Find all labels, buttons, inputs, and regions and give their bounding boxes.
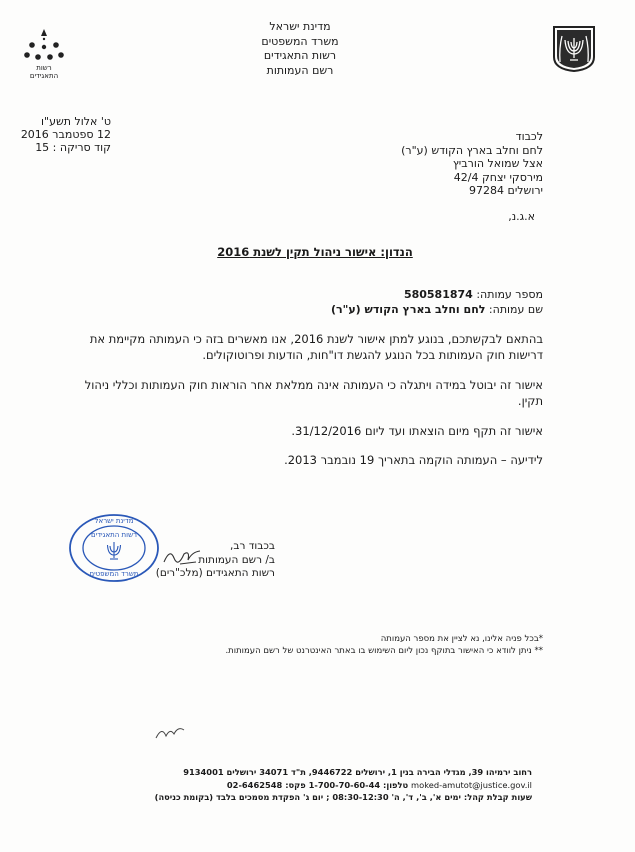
recipient-street: מירסקי יצחק 42/4 bbox=[453, 170, 543, 184]
body-paragraph-revocation: אישור זה יבוטל במידה ויתגלה כי העמותה אינה ממלאת אחר הוראות חוק העמותות וכללי ניהול תקין. bbox=[84, 378, 543, 408]
registration-number-label: מספר עמותה: bbox=[476, 288, 543, 301]
signoff-registrar: ב/ רשם העמותות bbox=[198, 553, 275, 566]
footnote-2: ** ניתן לוודא כי האישור בתוקף נכון ליום השימוש בו באתר האינטרנט של רשם העמותות. bbox=[225, 646, 543, 656]
seal-bottom-text: משרד המשפטים bbox=[89, 570, 139, 578]
body-paragraph-approval: בהתאם לבקשתכם, בנוגע למתן אישור לשנת 2016, אנו מאשרים בזה כי העמותה מקיימת את דרישות חוק העמותות בכל הנוגע להגשת דו"חות, הודעות ופרוטוקולים. bbox=[89, 332, 543, 362]
registration-name-label: שם עמותה: bbox=[488, 303, 543, 316]
footer-address: רחוב ירמיהו 39, מגדלי הבירה בנין 1, ירושלים 9446722, ת"ד 34071 ירושלים 9134001 bbox=[183, 767, 532, 777]
ministry-line-authority: רשות התאגידים bbox=[263, 49, 337, 62]
ministry-line-state: מדינת ישראל bbox=[269, 20, 331, 33]
registration-number-value: 580581874 bbox=[403, 288, 473, 301]
body-paragraph-founding: לידיעה – העמותה הוקמה בתאריך 19 נובמבר 2013. bbox=[284, 453, 543, 467]
footer-signature bbox=[152, 722, 188, 744]
dots-emblem-icon bbox=[18, 26, 70, 64]
recipient-attention: אצל שמואל הורביץ bbox=[452, 157, 543, 170]
logo-text-line-1: רשות bbox=[36, 64, 52, 72]
corporations-authority-logo bbox=[18, 26, 70, 82]
hebrew-date: ט' אלול תשע"ו bbox=[41, 115, 111, 128]
footnotes bbox=[123, 633, 543, 657]
registration-name-value: לחם וחלב בארץ הקודש (ע"ר) bbox=[330, 303, 486, 316]
seal-outer-text: מדינת ישראל bbox=[94, 517, 134, 525]
footer-hours: שעות קבלת קהל: ימים א', ב', ד', ה' 08:30-12:30 ; יום ג' הפקדת מסמכים בלבד (בקומת כניסה) bbox=[154, 792, 532, 802]
footer-contact bbox=[62, 766, 532, 804]
greeting: א.ג.נ, bbox=[508, 210, 535, 223]
registration-number-row bbox=[331, 287, 543, 302]
footer-phones-row bbox=[62, 779, 532, 792]
ministry-line-registrar: רשם העמותות bbox=[266, 63, 334, 77]
subject-line: הנדון: אישור ניהול תקין לשנת 2016 bbox=[217, 245, 413, 259]
logo-text-line-2: התאגידים bbox=[29, 72, 59, 80]
footnote-1: *בכל פניה אלינו, נא לציין את מספר העמותה bbox=[380, 634, 543, 644]
registration-details bbox=[331, 287, 543, 317]
ministry-line-ministry: משרד המשפטים bbox=[261, 34, 339, 48]
ministry-header bbox=[215, 20, 385, 78]
footer-email: moked-amutot@justice.gov.il bbox=[411, 779, 532, 790]
signoff-block bbox=[105, 540, 275, 581]
recipient-salutation: לכבוד bbox=[515, 130, 543, 143]
recipient-org: לחם וחלב בארץ הקודש (ע"ר) bbox=[401, 143, 543, 157]
signoff-authority: רשות התאגידים (מלכ"רים) bbox=[155, 567, 275, 579]
recipient-city: ירושלים 97284 bbox=[469, 184, 543, 197]
registration-name-row bbox=[331, 302, 543, 317]
footer-phones: טלפון: 1-700-70-60-44 פקס: 02-6462548 bbox=[226, 779, 409, 790]
seal-inner-text: רשות התאגידים bbox=[91, 531, 137, 539]
state-emblem-icon bbox=[548, 24, 600, 72]
gregorian-date: 12 ספטמבר 2016 bbox=[20, 128, 111, 141]
scan-code: קוד סריקה : 15 bbox=[35, 141, 111, 154]
date-block bbox=[0, 115, 111, 154]
signoff-regards: בכבוד רב, bbox=[230, 540, 275, 552]
body-paragraph-validity: אישור זה תקף מיום הוצאתו ועד ליום 31/12/2016. bbox=[291, 424, 543, 438]
recipient-address bbox=[343, 130, 543, 198]
